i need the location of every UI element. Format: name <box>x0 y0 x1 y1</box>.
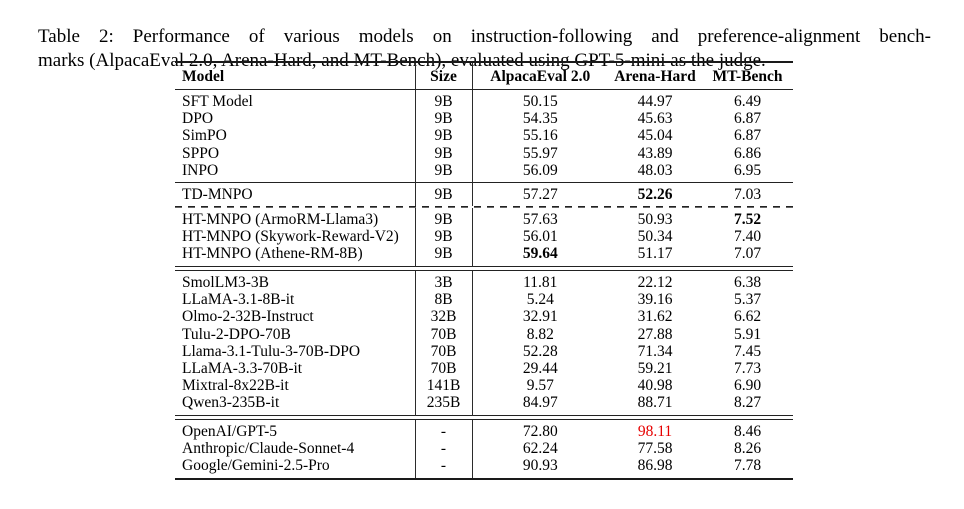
table-row <box>175 308 793 325</box>
table-body <box>175 90 793 479</box>
cell-mt-bench: 6.38 <box>733 274 762 292</box>
cell-mt-bench: 7.73 <box>733 360 762 378</box>
cell-arena-hard: 52.26 <box>637 186 673 204</box>
table-row <box>175 420 793 441</box>
cell-arena-hard: 45.04 <box>637 127 673 145</box>
cell-size: 9B <box>415 245 472 266</box>
results-table <box>175 61 793 480</box>
table-row <box>175 245 793 266</box>
cell-alpacaeval: 56.01 <box>522 228 558 246</box>
cell-alpacaeval: 59.64 <box>522 245 558 263</box>
cell-mt-bench: 6.90 <box>733 377 762 395</box>
cell-arena-hard: 40.98 <box>637 377 673 395</box>
cell-model: INPO <box>175 162 415 183</box>
table-row <box>175 326 793 343</box>
caption-line-2: marks (AlpacaEval 2.0, Arena-Hard, and MT-Bench), evaluated using GPT-5-mini as the judge. <box>38 49 766 71</box>
cell-alpacaeval: 57.63 <box>522 211 558 229</box>
caption-line-1: Table 2: Performance of various models on instruction-following and preference-alignment bench- <box>38 26 931 47</box>
cell-model: Olmo-2-32B-Instruct <box>175 308 415 325</box>
cell-arena-hard: 98.11 <box>637 423 673 441</box>
cell-model: LLaMA-3.3-70B-it <box>175 360 415 377</box>
cell-model: TD-MNPO <box>175 183 415 206</box>
cell-alpacaeval: 8.82 <box>526 325 554 343</box>
cell-arena-hard: 48.03 <box>637 161 673 179</box>
cell-mt-bench: 5.37 <box>733 291 762 309</box>
cell-alpacaeval: 32.91 <box>522 308 558 326</box>
cell-size: 235B <box>415 394 472 415</box>
cell-alpacaeval: 52.28 <box>522 342 558 360</box>
cell-size: - <box>415 440 472 457</box>
cell-size: 70B <box>415 343 472 360</box>
table-row <box>175 90 793 111</box>
cell-model: LLaMA-3.1-8B-it <box>175 291 415 308</box>
table-row <box>175 228 793 245</box>
cell-size: 70B <box>415 326 472 343</box>
cell-arena-hard: 22.12 <box>637 274 673 292</box>
cell-model: Llama-3.1-Tulu-3-70B-DPO <box>175 343 415 360</box>
cell-alpacaeval: 56.09 <box>522 161 558 179</box>
cell-model: OpenAI/GPT-5 <box>175 420 415 441</box>
cell-alpacaeval: 29.44 <box>522 360 558 378</box>
cell-alpacaeval: 11.81 <box>523 274 558 292</box>
col-header-size: Size <box>415 62 472 90</box>
cell-mt-bench: 7.03 <box>733 186 762 204</box>
cell-alpacaeval: 55.16 <box>522 127 558 145</box>
cell-model: SPPO <box>175 145 415 162</box>
cell-size: 70B <box>415 360 472 377</box>
cell-arena-hard: 39.16 <box>637 291 673 309</box>
cell-model: SimPO <box>175 127 415 144</box>
cell-model: Mixtral-8x22B-it <box>175 377 415 394</box>
table-row <box>175 377 793 394</box>
cell-model: Google/Gemini-2.5-Pro <box>175 457 415 478</box>
cell-size: 9B <box>415 162 472 183</box>
cell-mt-bench: 5.91 <box>733 325 762 343</box>
cell-alpacaeval: 55.97 <box>522 144 558 162</box>
cell-model: SFT Model <box>175 90 415 111</box>
cell-mt-bench: 6.62 <box>733 308 762 326</box>
cell-arena-hard: 59.21 <box>637 360 673 378</box>
cell-alpacaeval: 72.80 <box>522 423 558 441</box>
cell-alpacaeval: 9.57 <box>526 377 554 395</box>
cell-alpacaeval: 57.27 <box>522 186 558 204</box>
cell-alpacaeval: 50.15 <box>522 93 558 110</box>
cell-model: HT-MNPO (ArmoRM-Llama3) <box>175 208 415 228</box>
cell-size: 3B <box>415 271 472 292</box>
cell-arena-hard: 31.62 <box>637 308 673 326</box>
header-row <box>175 62 793 90</box>
cell-arena-hard: 27.88 <box>637 325 673 343</box>
cell-alpacaeval: 84.97 <box>522 394 558 412</box>
cell-mt-bench: 7.78 <box>733 457 762 475</box>
cell-model: Tulu-2-DPO-70B <box>175 326 415 343</box>
cell-arena-hard: 50.34 <box>637 228 673 246</box>
cell-arena-hard: 43.89 <box>637 144 673 162</box>
cell-size: 9B <box>415 127 472 144</box>
cell-model: Anthropic/Claude-Sonnet-4 <box>175 440 415 457</box>
cell-size: 141B <box>415 377 472 394</box>
cell-mt-bench: 8.46 <box>733 423 762 441</box>
table-row <box>175 360 793 377</box>
cell-size: 9B <box>415 145 472 162</box>
col-header-mt-bench: MT-Bench <box>702 62 793 90</box>
cell-mt-bench: 6.95 <box>733 161 762 179</box>
cell-mt-bench: 7.07 <box>733 245 762 263</box>
table-row <box>175 343 793 360</box>
cell-arena-hard: 88.71 <box>637 394 673 412</box>
cell-size: - <box>415 420 472 441</box>
cell-alpacaeval: 54.35 <box>522 110 558 128</box>
cell-arena-hard: 50.93 <box>637 211 673 229</box>
cell-model: HT-MNPO (Athene-RM-8B) <box>175 245 415 266</box>
table-header <box>175 62 793 90</box>
table-row <box>175 110 793 127</box>
cell-alpacaeval: 5.24 <box>526 291 554 309</box>
table-row <box>175 183 793 206</box>
cell-arena-hard: 45.63 <box>637 110 673 128</box>
table-row <box>175 457 793 478</box>
table-row <box>175 271 793 292</box>
cell-mt-bench: 6.86 <box>733 144 762 162</box>
cell-mt-bench: 8.26 <box>733 440 762 458</box>
cell-mt-bench: 7.40 <box>733 228 762 246</box>
table-row <box>175 145 793 162</box>
cell-model: DPO <box>175 110 415 127</box>
cell-alpacaeval: 62.24 <box>522 440 558 458</box>
cell-arena-hard: 51.17 <box>637 245 673 263</box>
cell-arena-hard: 71.34 <box>637 342 673 360</box>
cell-mt-bench: 7.45 <box>733 342 762 360</box>
table-row <box>175 208 793 228</box>
cell-mt-bench: 6.49 <box>733 93 762 110</box>
cell-arena-hard: 44.97 <box>637 93 673 110</box>
cell-size: 9B <box>415 110 472 127</box>
cell-mt-bench: 7.52 <box>733 211 762 229</box>
table-row <box>175 394 793 415</box>
cell-model: SmolLM3-3B <box>175 271 415 292</box>
cell-mt-bench: 6.87 <box>733 127 762 145</box>
cell-model: Qwen3-235B-it <box>175 394 415 415</box>
cell-mt-bench: 8.27 <box>733 394 762 412</box>
cell-model: HT-MNPO (Skywork-Reward-V2) <box>175 228 415 245</box>
cell-size: 32B <box>415 308 472 325</box>
col-header-arena-hard: Arena-Hard <box>608 62 702 90</box>
cell-size: 9B <box>415 228 472 245</box>
table-row <box>175 440 793 457</box>
cell-size: - <box>415 457 472 478</box>
cell-arena-hard: 86.98 <box>637 457 673 475</box>
table-row <box>175 162 793 183</box>
cell-size: 9B <box>415 208 472 228</box>
col-header-alpacaeval: AlpacaEval 2.0 <box>472 62 608 90</box>
cell-size: 8B <box>415 291 472 308</box>
cell-size: 9B <box>415 90 472 111</box>
cell-mt-bench: 6.87 <box>733 110 762 128</box>
cell-size: 9B <box>415 183 472 206</box>
table-row <box>175 127 793 144</box>
cell-alpacaeval: 90.93 <box>522 457 558 475</box>
col-header-model: Model <box>175 62 415 90</box>
table-row <box>175 291 793 308</box>
cell-arena-hard: 77.58 <box>637 440 673 458</box>
